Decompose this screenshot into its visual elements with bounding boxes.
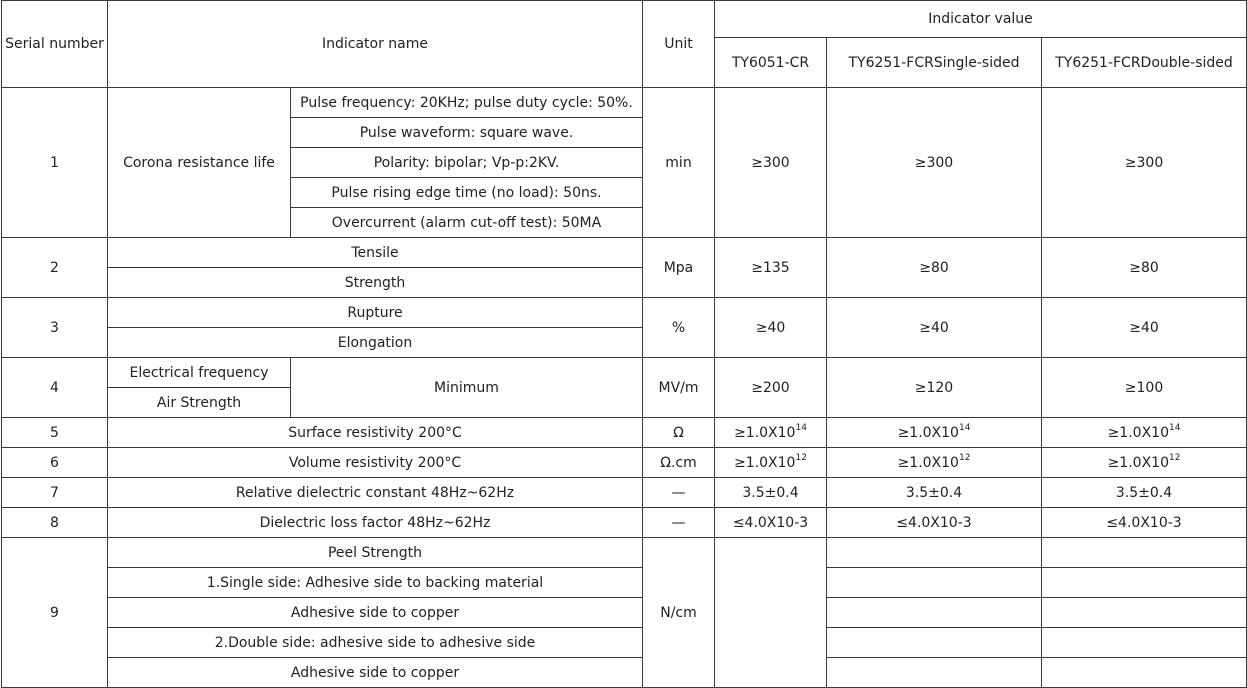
- row3-value-single: ≥40: [827, 298, 1042, 358]
- value-exponent: 14: [1168, 422, 1181, 433]
- row4-value-cr: ≥200: [715, 358, 827, 418]
- row5-value-single: [827, 418, 1042, 448]
- row9-value-double: [1042, 658, 1247, 688]
- row7-value-single: 3.5±0.4: [827, 478, 1042, 508]
- row9-value-single: [827, 568, 1042, 598]
- row3-serial: 3: [2, 298, 108, 358]
- row3-value-double: ≥40: [1042, 298, 1247, 358]
- header-col-cr: TY6051-CR: [715, 38, 827, 88]
- row2-name-line: Tensile: [108, 238, 643, 268]
- row2-value-single: ≥80: [827, 238, 1042, 298]
- row8-value-single: ≤4.0X10-3: [827, 508, 1042, 538]
- row8-unit: —: [643, 508, 715, 538]
- row9-name-line: Adhesive side to copper: [108, 598, 643, 628]
- row2-value-double: ≥80: [1042, 238, 1247, 298]
- value-exponent: 12: [958, 452, 971, 463]
- row6-name: Volume resistivity 200°C: [108, 448, 643, 478]
- row9-value-single: [827, 628, 1042, 658]
- row2-unit: Mpa: [643, 238, 715, 298]
- row4-name-line: Electrical frequency: [108, 358, 291, 388]
- value-exponent: 14: [958, 422, 971, 433]
- row7-value-cr: 3.5±0.4: [715, 478, 827, 508]
- row8-serial: 8: [2, 508, 108, 538]
- row1-value-cr: ≥300: [715, 88, 827, 238]
- row1-condition: Pulse rising edge time (no load): 50ns.: [291, 178, 643, 208]
- row9-value-double: [1042, 628, 1247, 658]
- row6-unit: Ω.cm: [643, 448, 715, 478]
- row1-name: Corona resistance life: [108, 88, 291, 238]
- row8-value-double: ≤4.0X10-3: [1042, 508, 1247, 538]
- row6-value-double: [1042, 448, 1247, 478]
- row7-name: Relative dielectric constant 48Hz~62Hz: [108, 478, 643, 508]
- row5-value-double: [1042, 418, 1247, 448]
- row5-serial: 5: [2, 418, 108, 448]
- row9-value-cr: [715, 538, 827, 688]
- header-serial-number: Serial number: [2, 1, 108, 88]
- row3-value-cr: ≥40: [715, 298, 827, 358]
- row9-serial: 9: [2, 538, 108, 688]
- row2-value-cr: ≥135: [715, 238, 827, 298]
- row9-value-double: [1042, 568, 1247, 598]
- row6-serial: 6: [2, 448, 108, 478]
- value-base: ≥1.0X10: [897, 424, 959, 441]
- row1-condition: Polarity: bipolar; Vp-p:2KV.: [291, 148, 643, 178]
- row9-value-single: [827, 598, 1042, 628]
- row1-condition: Pulse frequency: 20KHz; pulse duty cycle: 50%.: [291, 88, 643, 118]
- row6-value-cr: [715, 448, 827, 478]
- row4-value-single: ≥120: [827, 358, 1042, 418]
- row9-value-single: [827, 658, 1042, 688]
- header-unit: Unit: [643, 1, 715, 88]
- header-indicator-value: Indicator value: [715, 1, 1247, 38]
- value-base: ≥1.0X10: [734, 424, 796, 441]
- row1-serial: 1: [2, 88, 108, 238]
- row1-value-double: ≥300: [1042, 88, 1247, 238]
- row5-unit: Ω: [643, 418, 715, 448]
- row2-serial: 2: [2, 238, 108, 298]
- spec-table: [1, 0, 1247, 688]
- row3-name-line: Elongation: [108, 328, 643, 358]
- row4-name-line: Air Strength: [108, 388, 291, 418]
- row4-unit: MV/m: [643, 358, 715, 418]
- row9-name-line: Adhesive side to copper: [108, 658, 643, 688]
- row4-condition: Minimum: [291, 358, 643, 418]
- row1-value-single: ≥300: [827, 88, 1042, 238]
- row1-condition: Overcurrent (alarm cut-off test): 50MA: [291, 208, 643, 238]
- value-base: ≥1.0X10: [1107, 454, 1169, 471]
- row9-value-double: [1042, 538, 1247, 568]
- row8-value-cr: ≤4.0X10-3: [715, 508, 827, 538]
- row5-name: Surface resistivity 200°C: [108, 418, 643, 448]
- row7-value-double: 3.5±0.4: [1042, 478, 1247, 508]
- value-base: ≥1.0X10: [1107, 424, 1169, 441]
- row9-value-double: [1042, 598, 1247, 628]
- row9-name-line: Peel Strength: [108, 538, 643, 568]
- row9-value-single: [827, 538, 1042, 568]
- value-exponent: 12: [795, 452, 807, 463]
- value-exponent: 14: [795, 422, 807, 433]
- row3-name-line: Rupture: [108, 298, 643, 328]
- row1-condition: Pulse waveform: square wave.: [291, 118, 643, 148]
- row9-unit: N/cm: [643, 538, 715, 688]
- value-base: ≥1.0X10: [897, 454, 959, 471]
- row9-name-line: 2.Double side: adhesive side to adhesive side: [108, 628, 643, 658]
- value-exponent: 12: [1168, 452, 1181, 463]
- row1-unit: min: [643, 88, 715, 238]
- header-indicator-name: Indicator name: [108, 1, 643, 88]
- row6-value-single: [827, 448, 1042, 478]
- row7-unit: —: [643, 478, 715, 508]
- row4-serial: 4: [2, 358, 108, 418]
- row5-value-cr: [715, 418, 827, 448]
- row7-serial: 7: [2, 478, 108, 508]
- row9-name-line: 1.Single side: Adhesive side to backing material: [108, 568, 643, 598]
- row8-name: Dielectric loss factor 48Hz~62Hz: [108, 508, 643, 538]
- header-col-double: TY6251-FCRDouble-sided: [1042, 38, 1247, 88]
- header-col-single: TY6251-FCRSingle-sided: [827, 38, 1042, 88]
- row4-value-double: ≥100: [1042, 358, 1247, 418]
- value-base: ≥1.0X10: [734, 454, 796, 471]
- row3-unit: %: [643, 298, 715, 358]
- row2-name-line: Strength: [108, 268, 643, 298]
